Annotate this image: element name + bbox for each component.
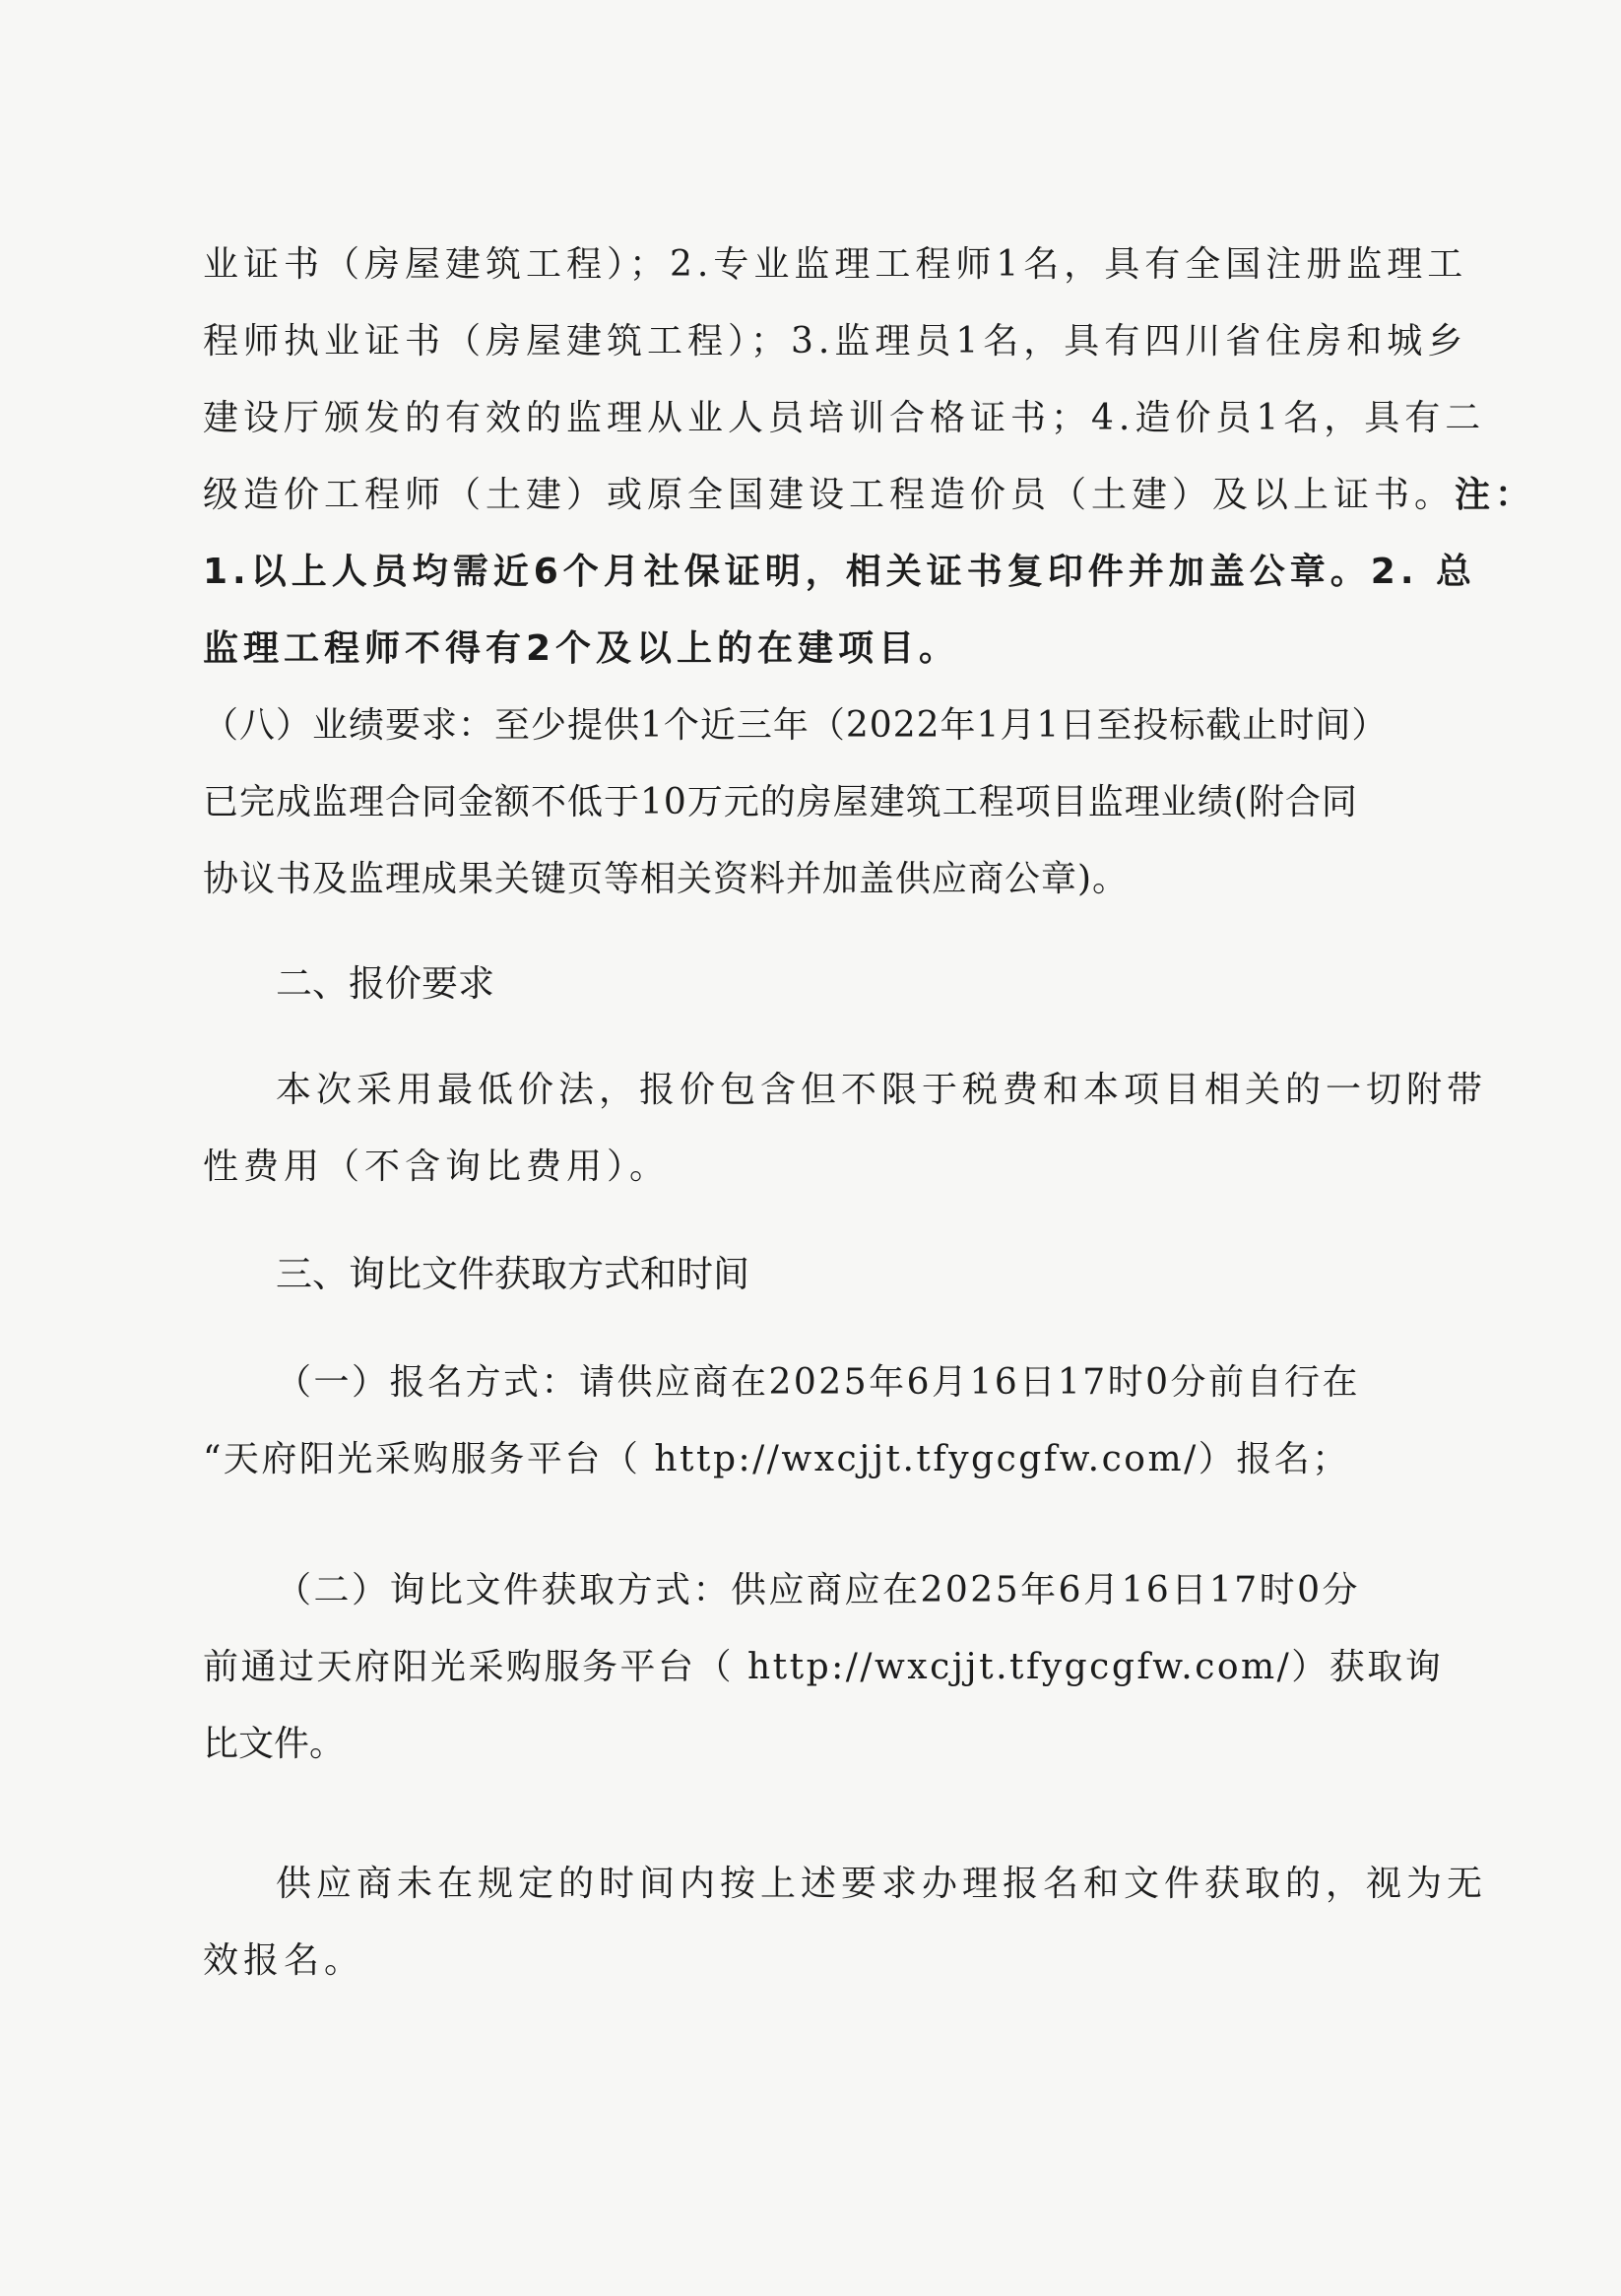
- text-line: “天府阳光采购服务平台（ http://wxcjjt.tfygcgfw.com/）报名；: [203, 1439, 1350, 1479]
- bold-note-line: 1.以上人员均需近6个月社保证明，相关证书复印件并加盖公章。2. 总: [203, 552, 1477, 592]
- section-heading-documents: 三、询比文件获取方式和时间: [276, 1253, 749, 1295]
- text-line: （一）报名方式：请供应商在2025年6月16日17时0分前自行在: [276, 1362, 1361, 1403]
- text-line: 程师执业证书（房屋建筑工程）；3.监理员1名，具有四川省住房和城乡: [203, 321, 1468, 361]
- text-line: 比文件。: [203, 1724, 346, 1764]
- text-line: 已完成监理合同金额不低于10万元的房屋建筑工程项目监理业绩(附合同: [203, 782, 1358, 822]
- text-line: 业证书（房屋建筑工程）；2.专业监理工程师1名，具有全国注册监理工: [203, 244, 1468, 285]
- registration-paragraph: [203, 1345, 1414, 1498]
- text-line: 前通过天府阳光采购服务平台（ http://wxcjjt.tfygcgfw.com/）获取询: [203, 1647, 1444, 1687]
- text-line: 供应商未在规定的时间内按上述要求办理报名和文件获取的，视为无: [276, 1864, 1488, 1904]
- text-line: 效报名。: [203, 1940, 365, 1981]
- text-segment: 级造价工程师（土建）或原全国建设工程造价员（土建）及以上证书。: [203, 475, 1456, 515]
- note-label: 注：: [1455, 475, 1536, 515]
- staff-requirements-paragraph: [203, 227, 1536, 688]
- bold-note-line: 监理工程师不得有2个及以上的在建项目。: [203, 628, 960, 669]
- section-heading-quote: 二、报价要求: [276, 962, 494, 1005]
- text-line: （八）业绩要求：至少提供1个近三年（2022年1月1日至投标截止时间）: [203, 705, 1389, 746]
- invalid-registration-paragraph: [203, 1846, 1488, 2000]
- document-acquisition-paragraph: [203, 1552, 1444, 1783]
- performance-requirements-paragraph: [203, 688, 1414, 918]
- text-line: 性费用（不含询比费用）。: [203, 1147, 671, 1187]
- text-line: 协议书及监理成果关键页等相关资料并加盖供应商公章)。: [203, 859, 1130, 899]
- quote-paragraph: [203, 1052, 1488, 1206]
- text-line: 建设厅颁发的有效的监理从业人员培训合格证书；4.造价员1名，具有二: [203, 398, 1486, 438]
- text-line: （二）询比文件获取方式：供应商应在2025年6月16日17时0分: [276, 1570, 1361, 1610]
- text-line: 本次采用最低价法，报价包含但不限于税费和本项目相关的一切附带: [276, 1070, 1488, 1110]
- text-line: [203, 457, 1536, 534]
